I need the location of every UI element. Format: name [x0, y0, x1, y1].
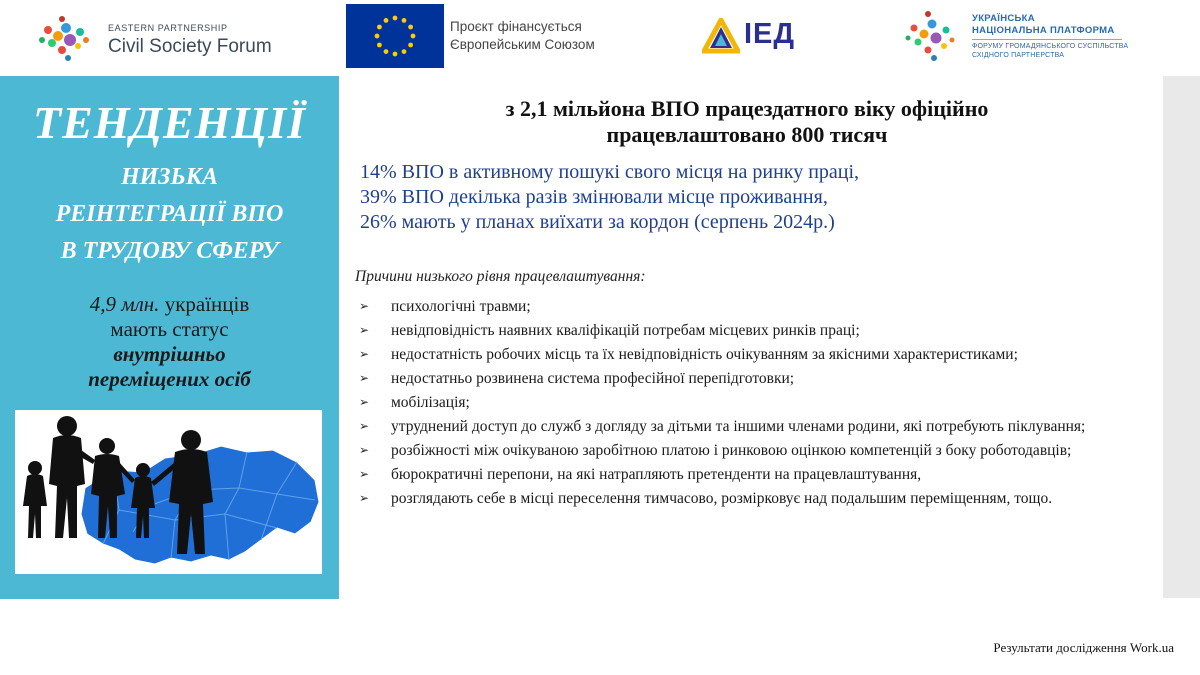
left-panel: [0, 76, 339, 599]
colored-dots-icon: [902, 6, 962, 68]
arrow-bullet-icon: ➢: [359, 323, 370, 337]
colored-dots-icon: [32, 10, 102, 68]
ied-logo: [702, 18, 806, 54]
arrow-bullet-icon: ➢: [359, 419, 370, 433]
eu-text-line2: Європейським Союзом: [450, 37, 595, 52]
reasons-list: [355, 296, 1129, 512]
np-title-line2: НАЦІОНАЛЬНА ПЛАТФОРМА: [972, 25, 1115, 36]
eu-flag-icon: [346, 4, 444, 68]
idp-stat-number: 4,9 млн.: [89, 292, 160, 316]
idp-stat-bold1: внутрішньо: [113, 342, 226, 366]
right-decorative-strip: [1163, 76, 1200, 598]
national-platform-logo: [902, 6, 1162, 68]
reason-text: психологічні травми;: [391, 298, 531, 315]
reason-text: розбіжності між очікуваною заробітною платою і ринковою оцінкою компетенцій з боку роботодавців;: [391, 442, 1072, 459]
header-logo-bar: [0, 0, 1200, 75]
eu-funding-text: [450, 18, 595, 54]
arrow-bullet-icon: ➢: [359, 299, 370, 313]
reason-text: невідповідність наявних кваліфікацій потребам місцевих ринків праці;: [391, 322, 860, 339]
list-item: [355, 440, 1129, 462]
reason-text: розглядають себе в місці переселення тимчасово, розмірковує над подальшим переміщенням, тощо.: [391, 490, 1053, 507]
reason-text: мобілізація;: [391, 394, 470, 411]
arrow-bullet-icon: ➢: [359, 467, 370, 481]
list-item: [355, 488, 1129, 510]
np-divider: [972, 39, 1122, 40]
list-item: [355, 296, 1129, 318]
reason-text: бюрократичні перепони, на які натрапляють претенденти на працевлаштування,: [391, 466, 922, 483]
idp-stat-bold2: переміщених осіб: [88, 367, 251, 391]
stat-line: 14% ВПО в активному пошукі свого місця на ринку праці,: [360, 161, 860, 183]
reason-text: утруднений доступ до служб з догляду за дітьми та іншими членами родини, які потребують піклування;: [391, 418, 1086, 435]
headline-line2: працевлаштовано 800 тисяч: [606, 122, 888, 147]
list-item: [355, 344, 1129, 366]
panel-subtitle-line1: НИЗЬКА: [120, 164, 219, 190]
idp-stat-text1: українців: [159, 292, 250, 316]
reason-text: недостатність робочих місць та їх невідповідність очікуванням за якісними характеристиками;: [391, 346, 1018, 363]
list-item: [355, 392, 1129, 414]
idp-stat-text2: мають статус: [110, 317, 229, 341]
ied-triangle-icon: [702, 18, 740, 54]
list-item: [355, 368, 1129, 390]
np-subtitle: [972, 42, 1128, 60]
reasons-heading: Причини низького рівня працевлаштування:: [355, 268, 646, 285]
arrow-bullet-icon: ➢: [359, 491, 370, 505]
reason-text: недостатньо розвинена система професійної перепідготовки;: [391, 370, 795, 387]
family-map-image: [15, 410, 322, 574]
np-sub-line1: ФОРУМУ ГРОМАДЯНСЬКОГО СУСПІЛЬСТВА: [972, 43, 1129, 50]
idp-stat-block: [10, 292, 329, 392]
arrow-bullet-icon: ➢: [359, 395, 370, 409]
eu-funding-logo: [346, 4, 606, 68]
np-title: [972, 13, 1115, 37]
panel-subtitle: [10, 159, 329, 270]
arrow-bullet-icon: ➢: [359, 443, 370, 457]
list-item: [355, 320, 1129, 342]
arrow-bullet-icon: ➢: [359, 371, 370, 385]
logo-small-text: EASTERN PARTNERSHIP: [108, 23, 228, 33]
stats-list: [360, 160, 1150, 235]
panel-title: ТЕНДЕНЦІЇ: [32, 97, 307, 148]
idp-stat-line1: [10, 292, 329, 317]
headline: [362, 96, 1132, 148]
stat-line: 26% мають у планах виїхати за кордон (серпень 2024р.): [360, 211, 835, 233]
headline-line1: з 2,1 мільйона ВПО працездатного віку офіційно: [505, 96, 989, 121]
logo-big-text: Civil Society Forum: [108, 36, 272, 57]
ied-text: ІЕД: [744, 18, 796, 50]
stat-line: 39% ВПО декілька разів змінювали місце проживання,: [360, 186, 828, 208]
eu-text-line1: Проєкт фінансується: [450, 19, 582, 34]
panel-subtitle-line3: В ТРУДОВУ СФЕРУ: [60, 238, 279, 264]
list-item: [355, 464, 1129, 486]
family-silhouette-on-ukraine-map-icon: [15, 410, 322, 574]
list-item: [355, 416, 1129, 438]
panel-subtitle-line2: РЕІНТЕГРАЦІЇ ВПО: [55, 201, 284, 227]
arrow-bullet-icon: ➢: [359, 347, 370, 361]
np-title-line1: УКРАЇНСЬКА: [972, 13, 1035, 24]
civil-society-forum-logo: [32, 10, 292, 68]
source-note: Результати дослідження Work.ua: [993, 640, 1174, 655]
np-sub-line2: СХІДНОГО ПАРТНЕРСТВА: [972, 52, 1065, 59]
